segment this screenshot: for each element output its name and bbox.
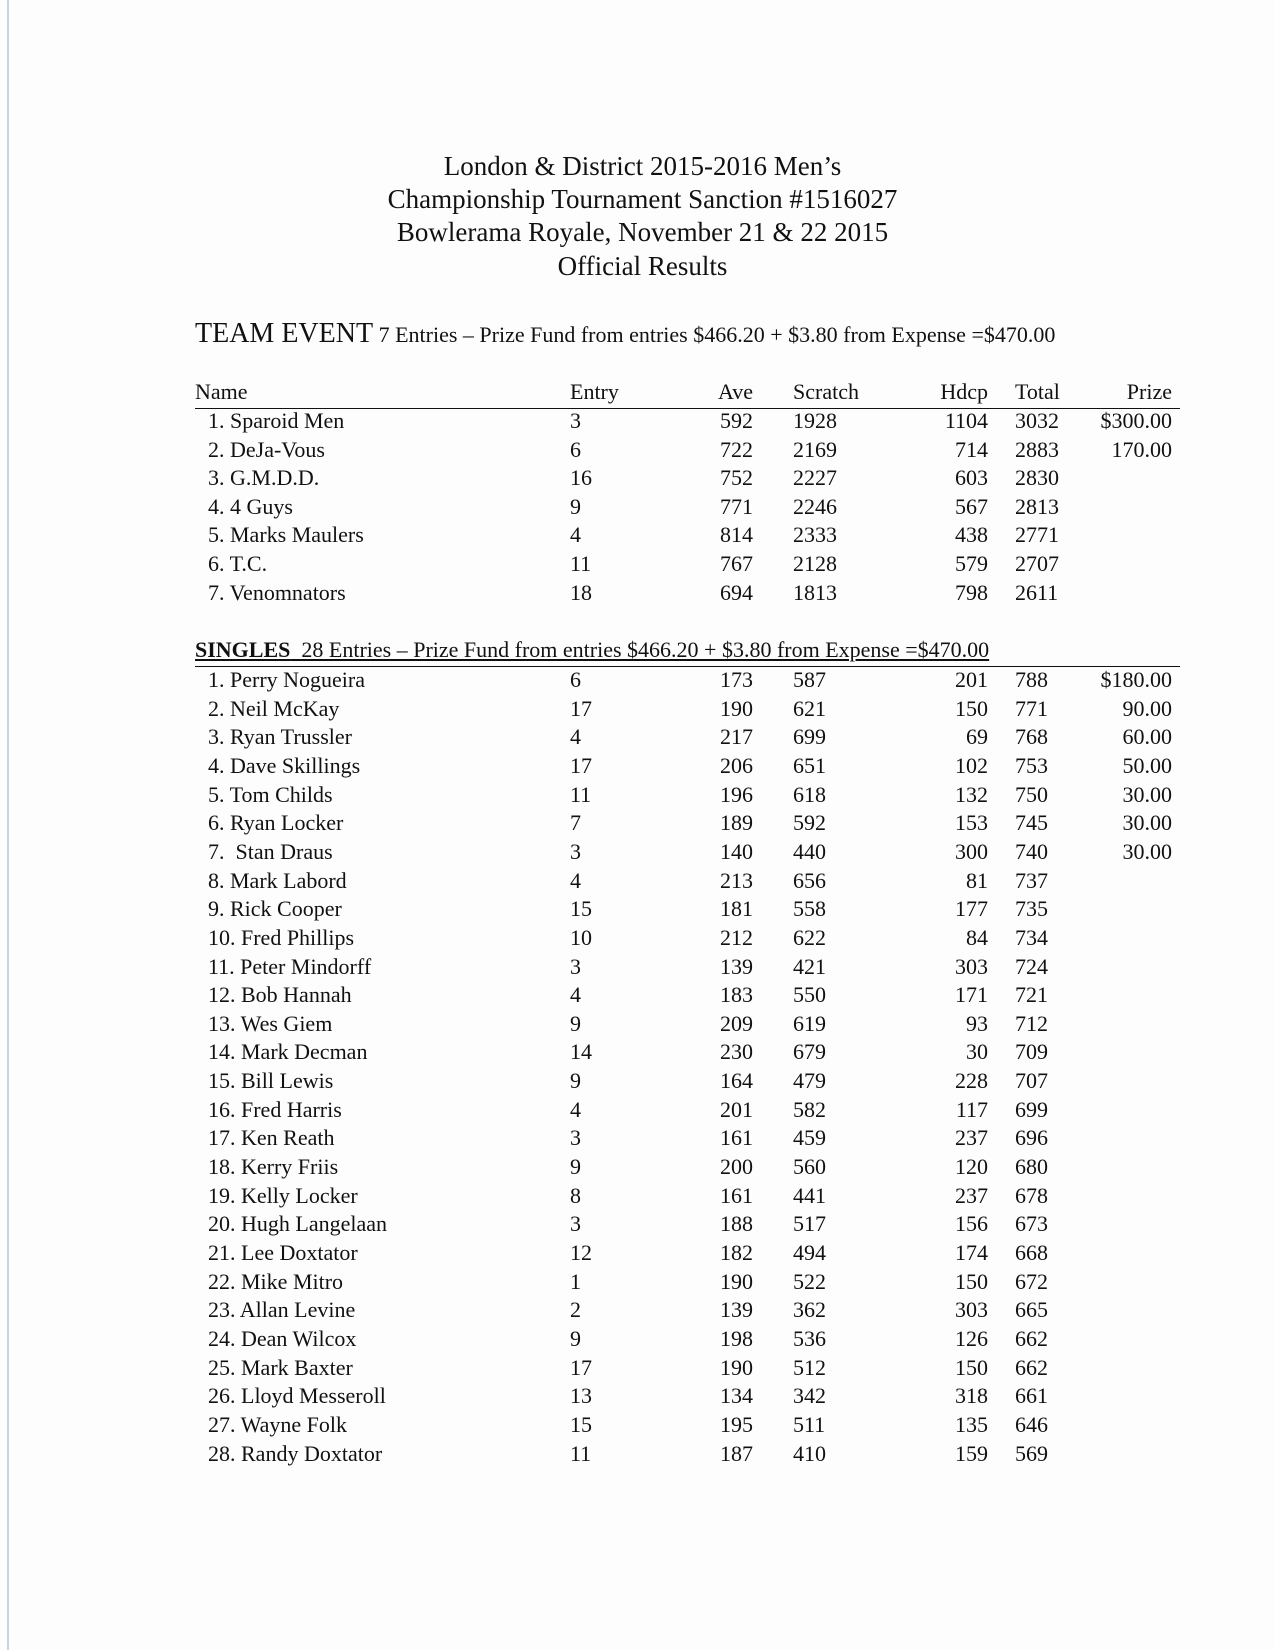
- singles-row: [195, 895, 1180, 923]
- singles-row: [195, 1153, 1180, 1181]
- team-table-header: [195, 378, 1180, 409]
- singles-total-cell: 665: [1015, 1297, 1048, 1323]
- singles-name-cell: 20. Hugh Langelaan: [208, 1211, 387, 1237]
- singles-row: [195, 1210, 1180, 1238]
- team-hdcp-cell: 603: [955, 465, 988, 491]
- team-row: [195, 579, 1180, 607]
- team-event-label: TEAM EVENT: [195, 318, 374, 349]
- team-name-cell: 6. T.C.: [208, 551, 268, 576]
- team-total-cell: 2611: [1015, 579, 1059, 605]
- singles-entry-cell: 9: [570, 1154, 581, 1180]
- singles-ave-cell: 183: [720, 982, 753, 1008]
- singles-row: [195, 953, 1180, 981]
- singles-hdcp-cell: 171: [955, 982, 988, 1008]
- singles-scratch-cell: 560: [793, 1154, 826, 1180]
- singles-row: [195, 1354, 1180, 1382]
- singles-ave-cell: 139: [720, 1297, 753, 1323]
- singles-name-cell: 11. Peter Mindorff: [208, 953, 372, 979]
- singles-hdcp-cell: 126: [955, 1325, 988, 1351]
- singles-total-cell: 712: [1015, 1010, 1048, 1036]
- singles-scratch-cell: 592: [793, 810, 826, 836]
- singles-row: [195, 1124, 1180, 1152]
- singles-ave-cell: 190: [720, 1354, 753, 1380]
- singles-name-cell: 2. Neil McKay: [208, 695, 340, 721]
- singles-row: [195, 809, 1180, 837]
- col-header-prize: Prize: [1126, 379, 1172, 404]
- singles-row: [195, 752, 1180, 780]
- singles-scratch-cell: 656: [793, 867, 826, 893]
- singles-hdcp-cell: 156: [955, 1211, 988, 1237]
- col-header-total: Total: [1015, 379, 1060, 404]
- singles-entry-cell: 4: [570, 1096, 581, 1122]
- singles-name-cell: 7. Stan Draus: [208, 838, 333, 864]
- title-line-3: Bowlerama Royale, November 21 & 22 2015: [396, 217, 889, 247]
- team-row: [195, 493, 1180, 521]
- singles-name-cell: 15. Bill Lewis: [208, 1068, 334, 1094]
- singles-hdcp-cell: 303: [955, 1297, 988, 1323]
- team-entry-cell: 16: [570, 465, 592, 491]
- singles-ave-cell: 201: [720, 1096, 753, 1122]
- team-scratch-cell: 2169: [793, 436, 837, 462]
- team-row: [195, 550, 1180, 578]
- singles-entry-cell: 4: [570, 982, 581, 1008]
- singles-scratch-cell: 618: [793, 781, 826, 807]
- team-event-heading: [195, 318, 1055, 350]
- team-entry-cell: 9: [570, 493, 581, 519]
- singles-entry-cell: 6: [570, 667, 581, 692]
- singles-hdcp-cell: 303: [955, 953, 988, 979]
- team-ave-cell: 752: [720, 465, 753, 491]
- singles-ave-cell: 190: [720, 1268, 753, 1294]
- singles-ave-cell: 134: [720, 1383, 753, 1409]
- team-ave-cell: 771: [720, 493, 753, 519]
- singles-total-cell: 668: [1015, 1240, 1048, 1265]
- singles-row: [195, 1010, 1180, 1038]
- team-total-cell: 2830: [1015, 465, 1059, 491]
- singles-name-cell: 4. Dave Skillings: [208, 752, 361, 778]
- singles-name-cell: 8. Mark Labord: [208, 867, 347, 893]
- singles-entry-cell: 10: [570, 924, 592, 950]
- singles-entry-cell: 9: [570, 1068, 581, 1094]
- team-name-cell: 4. 4 Guys: [208, 493, 293, 519]
- singles-row: [195, 981, 1180, 1009]
- singles-prize-cell: 30.00: [1122, 781, 1172, 807]
- singles-name-cell: 27. Wayne Folk: [208, 1411, 347, 1437]
- col-header-hdcp: Hdcp: [940, 379, 988, 404]
- singles-ave-cell: 181: [720, 896, 753, 922]
- singles-scratch-cell: 558: [793, 896, 826, 922]
- singles-name-cell: 28. Randy Doxtator: [208, 1440, 383, 1466]
- team-prize-cell: 170.00: [1111, 436, 1172, 462]
- singles-scratch-cell: 512: [793, 1354, 826, 1380]
- singles-hdcp-cell: 237: [955, 1182, 988, 1208]
- singles-total-cell: 673: [1015, 1211, 1048, 1237]
- singles-ave-cell: 164: [720, 1068, 753, 1094]
- team-total-cell: 2813: [1015, 493, 1059, 519]
- team-total-cell: 2883: [1015, 436, 1059, 462]
- singles-entry-cell: 3: [570, 1125, 581, 1151]
- singles-total-cell: 661: [1015, 1383, 1048, 1409]
- singles-ave-cell: 196: [720, 781, 753, 807]
- singles-ave-cell: 198: [720, 1325, 753, 1351]
- singles-ave-cell: 200: [720, 1154, 753, 1180]
- singles-row: [195, 1440, 1180, 1468]
- singles-heading: [195, 636, 1180, 667]
- singles-row: [195, 1411, 1180, 1439]
- singles-ave-cell: 212: [720, 924, 753, 950]
- team-hdcp-cell: 579: [955, 551, 988, 576]
- singles-total-cell: 707: [1015, 1068, 1048, 1094]
- singles-entry-cell: 9: [570, 1010, 581, 1036]
- singles-ave-cell: 213: [720, 867, 753, 893]
- singles-scratch-cell: 479: [793, 1068, 826, 1094]
- singles-entry-cell: 17: [570, 695, 592, 721]
- singles-ave-cell: 189: [720, 810, 753, 836]
- singles-hdcp-cell: 69: [966, 724, 988, 750]
- singles-ave-cell: 161: [720, 1182, 753, 1208]
- singles-hdcp-cell: 150: [955, 695, 988, 721]
- team-total-cell: 2771: [1015, 522, 1059, 548]
- singles-scratch-cell: 362: [793, 1297, 826, 1323]
- singles-total-cell: 721: [1015, 982, 1048, 1008]
- singles-total-cell: 662: [1015, 1325, 1048, 1351]
- singles-hdcp-cell: 150: [955, 1268, 988, 1294]
- team-entry-cell: 18: [570, 579, 592, 605]
- singles-hdcp-cell: 102: [955, 752, 988, 778]
- singles-ave-cell: 140: [720, 838, 753, 864]
- singles-entry-cell: 4: [570, 724, 581, 750]
- singles-hdcp-cell: 201: [955, 667, 988, 692]
- singles-name-cell: 12. Bob Hannah: [208, 982, 352, 1008]
- singles-ave-cell: 230: [720, 1039, 753, 1065]
- singles-scratch-cell: 699: [793, 724, 826, 750]
- singles-prize-cell: $180.00: [1100, 667, 1172, 692]
- singles-scratch-cell: 342: [793, 1383, 826, 1409]
- singles-name-cell: 6. Ryan Locker: [208, 810, 344, 836]
- singles-hdcp-cell: 300: [955, 838, 988, 864]
- singles-total-cell: 753: [1015, 752, 1048, 778]
- team-hdcp-cell: 1104: [944, 408, 988, 433]
- team-hdcp-cell: 798: [955, 579, 988, 605]
- team-hdcp-cell: 714: [955, 436, 988, 462]
- team-name-cell: 2. DeJa-Vous: [208, 436, 325, 462]
- singles-hdcp-cell: 120: [955, 1154, 988, 1180]
- singles-total-cell: 745: [1015, 810, 1048, 836]
- singles-ave-cell: 188: [720, 1211, 753, 1237]
- singles-name-cell: 16. Fred Harris: [208, 1096, 342, 1122]
- team-name-cell: 3. G.M.D.D.: [208, 465, 320, 491]
- singles-entry-cell: 14: [570, 1039, 592, 1065]
- singles-hdcp-cell: 237: [955, 1125, 988, 1151]
- team-scratch-cell: 2227: [793, 465, 837, 491]
- singles-row: [195, 867, 1180, 895]
- col-header-scratch: Scratch: [793, 379, 859, 404]
- team-total-cell: 3032: [1015, 408, 1059, 433]
- singles-scratch-cell: 679: [793, 1039, 826, 1065]
- team-row: [195, 407, 1180, 435]
- singles-entry-cell: 15: [570, 896, 592, 922]
- singles-scratch-cell: 421: [793, 953, 826, 979]
- singles-total-cell: 678: [1015, 1182, 1048, 1208]
- singles-hdcp-cell: 174: [955, 1240, 988, 1265]
- singles-entry-cell: 17: [570, 752, 592, 778]
- singles-scratch-cell: 494: [793, 1240, 826, 1265]
- team-row: [195, 436, 1180, 464]
- singles-name-cell: 14. Mark Decman: [208, 1039, 368, 1065]
- singles-hdcp-cell: 177: [955, 896, 988, 922]
- singles-entry-cell: 3: [570, 838, 581, 864]
- singles-total-cell: 768: [1015, 724, 1048, 750]
- team-total-cell: 2707: [1015, 551, 1059, 576]
- col-header-ave: Ave: [717, 379, 753, 404]
- singles-entry-cell: 8: [570, 1182, 581, 1208]
- singles-hdcp-cell: 228: [955, 1068, 988, 1094]
- singles-total-cell: 699: [1015, 1096, 1048, 1122]
- singles-prize-cell: 50.00: [1122, 752, 1172, 778]
- singles-hdcp-cell: 117: [955, 1096, 988, 1122]
- singles-entry-cell: 1: [570, 1268, 581, 1294]
- team-name-cell: 1. Sparoid Men: [208, 408, 345, 433]
- title-line-4: Official Results: [557, 251, 728, 281]
- singles-scratch-cell: 536: [793, 1325, 826, 1351]
- singles-row: [195, 1268, 1180, 1296]
- team-ave-cell: 722: [720, 436, 753, 462]
- singles-entry-cell: 7: [570, 810, 581, 836]
- singles-name-cell: 1. Perry Nogueira: [208, 667, 366, 692]
- singles-row: [195, 695, 1180, 723]
- singles-row: [195, 1325, 1180, 1353]
- singles-row: [195, 723, 1180, 751]
- singles-name-cell: 13. Wes Giem: [208, 1010, 333, 1036]
- singles-entry-cell: 13: [570, 1383, 592, 1409]
- singles-name-cell: 24. Dean Wilcox: [208, 1325, 357, 1351]
- team-scratch-cell: 2246: [793, 493, 837, 519]
- singles-scratch-cell: 410: [793, 1440, 826, 1466]
- singles-name-cell: 26. Lloyd Messeroll: [208, 1383, 386, 1409]
- title-line-2: Championship Tournament Sanction #1516027: [387, 184, 898, 214]
- singles-hdcp-cell: 93: [966, 1010, 988, 1036]
- singles-entry-cell: 11: [570, 1440, 592, 1466]
- team-scratch-cell: 2128: [793, 551, 837, 576]
- singles-entry-cell: 2: [570, 1297, 581, 1323]
- singles-row: [195, 1096, 1180, 1124]
- singles-total-cell: 735: [1015, 896, 1048, 922]
- team-scratch-cell: 1928: [793, 408, 837, 433]
- singles-ave-cell: 206: [720, 752, 753, 778]
- singles-row: [195, 1382, 1180, 1410]
- singles-ave-cell: 195: [720, 1411, 753, 1437]
- singles-name-cell: 10. Fred Phillips: [208, 924, 355, 950]
- singles-scratch-cell: 621: [793, 695, 826, 721]
- singles-ave-cell: 187: [720, 1440, 753, 1466]
- singles-hdcp-cell: 132: [955, 781, 988, 807]
- singles-entry-cell: 4: [570, 867, 581, 893]
- singles-ave-cell: 217: [720, 724, 753, 750]
- team-name-cell: 5. Marks Maulers: [208, 522, 364, 548]
- col-header-name: Name: [195, 379, 248, 404]
- singles-total-cell: 569: [1015, 1440, 1048, 1466]
- singles-hdcp-cell: 84: [966, 924, 988, 950]
- singles-total-cell: 680: [1015, 1154, 1048, 1180]
- singles-row: [195, 1239, 1180, 1267]
- team-ave-cell: 592: [720, 408, 753, 433]
- singles-total-cell: 672: [1015, 1268, 1048, 1294]
- singles-entry-cell: 17: [570, 1354, 592, 1380]
- team-entry-cell: 4: [570, 522, 581, 548]
- singles-name-cell: 18. Kerry Friis: [208, 1154, 339, 1180]
- singles-hdcp-cell: 135: [955, 1411, 988, 1437]
- singles-prize-cell: 30.00: [1122, 838, 1172, 864]
- team-ave-cell: 814: [720, 522, 753, 548]
- singles-ave-cell: 173: [720, 667, 753, 692]
- team-scratch-cell: 1813: [793, 579, 837, 605]
- singles-ave-cell: 139: [720, 953, 753, 979]
- singles-ave-cell: 182: [720, 1240, 753, 1265]
- team-prize-cell: $300.00: [1100, 408, 1172, 433]
- singles-row: [195, 838, 1180, 866]
- singles-total-cell: 724: [1015, 953, 1048, 979]
- singles-prize-cell: 90.00: [1122, 695, 1172, 721]
- singles-ave-cell: 190: [720, 695, 753, 721]
- team-entry-cell: 11: [570, 551, 592, 576]
- team-ave-cell: 767: [720, 551, 753, 576]
- singles-label: SINGLES: [195, 637, 291, 662]
- singles-row: [195, 1038, 1180, 1066]
- team-event-summary: 7 Entries – Prize Fund from entries $466.20 + $3.80 from Expense =$470.00: [373, 322, 1056, 347]
- singles-row: [195, 1182, 1180, 1210]
- singles-scratch-cell: 517: [793, 1211, 826, 1237]
- team-entry-cell: 6: [570, 436, 581, 462]
- singles-name-cell: 5. Tom Childs: [208, 781, 333, 807]
- singles-total-cell: 740: [1015, 838, 1048, 864]
- singles-hdcp-cell: 159: [955, 1440, 988, 1466]
- col-header-entry: Entry: [570, 379, 619, 404]
- singles-name-cell: 23. Allan Levine: [208, 1297, 356, 1323]
- singles-scratch-cell: 582: [793, 1096, 826, 1122]
- singles-entry-cell: 9: [570, 1325, 581, 1351]
- singles-entry-cell: 3: [570, 1211, 581, 1237]
- singles-total-cell: 737: [1015, 867, 1048, 893]
- singles-summary: 28 Entries – Prize Fund from entries $466.20 + $3.80 from Expense =$470.00: [290, 637, 990, 662]
- singles-scratch-cell: 440: [793, 838, 826, 864]
- singles-name-cell: 19. Kelly Locker: [208, 1182, 358, 1208]
- singles-entry-cell: 11: [570, 781, 592, 807]
- team-entry-cell: 3: [570, 408, 581, 433]
- singles-scratch-cell: 511: [793, 1411, 826, 1437]
- singles-scratch-cell: 619: [793, 1010, 826, 1036]
- singles-row: [195, 666, 1180, 694]
- singles-row: [195, 1067, 1180, 1095]
- singles-hdcp-cell: 30: [966, 1039, 988, 1065]
- singles-scratch-cell: 522: [793, 1268, 826, 1294]
- team-hdcp-cell: 567: [955, 493, 988, 519]
- singles-scratch-cell: 459: [793, 1125, 826, 1151]
- singles-total-cell: 750: [1015, 781, 1048, 807]
- singles-scratch-cell: 651: [793, 752, 826, 778]
- singles-hdcp-cell: 81: [966, 867, 988, 893]
- singles-scratch-cell: 550: [793, 982, 826, 1008]
- singles-hdcp-cell: 318: [955, 1383, 988, 1409]
- singles-name-cell: 9. Rick Cooper: [208, 896, 342, 922]
- singles-row: [195, 924, 1180, 952]
- singles-name-cell: 17. Ken Reath: [208, 1125, 335, 1151]
- singles-prize-cell: 60.00: [1122, 724, 1172, 750]
- team-row: [195, 464, 1180, 492]
- team-hdcp-cell: 438: [955, 522, 988, 548]
- singles-total-cell: 646: [1015, 1411, 1048, 1437]
- singles-prize-cell: 30.00: [1122, 810, 1172, 836]
- singles-scratch-cell: 441: [793, 1182, 826, 1208]
- singles-name-cell: 21. Lee Doxtator: [208, 1240, 358, 1265]
- team-row: [195, 521, 1180, 549]
- singles-entry-cell: 15: [570, 1411, 592, 1437]
- singles-total-cell: 662: [1015, 1354, 1048, 1380]
- singles-scratch-cell: 622: [793, 924, 826, 950]
- singles-entry-cell: 3: [570, 953, 581, 979]
- singles-entry-cell: 12: [570, 1240, 592, 1265]
- singles-total-cell: 696: [1015, 1125, 1048, 1151]
- singles-scratch-cell: 587: [793, 667, 826, 692]
- singles-total-cell: 771: [1015, 695, 1048, 721]
- singles-total-cell: 709: [1015, 1039, 1048, 1065]
- singles-ave-cell: 161: [720, 1125, 753, 1151]
- singles-row: [195, 781, 1180, 809]
- team-scratch-cell: 2333: [793, 522, 837, 548]
- singles-total-cell: 734: [1015, 924, 1048, 950]
- singles-row: [195, 1296, 1180, 1324]
- singles-total-cell: 788: [1015, 667, 1048, 692]
- singles-hdcp-cell: 153: [955, 810, 988, 836]
- singles-name-cell: 25. Mark Baxter: [208, 1354, 353, 1380]
- singles-name-cell: 3. Ryan Trussler: [208, 724, 352, 750]
- singles-hdcp-cell: 150: [955, 1354, 988, 1380]
- team-ave-cell: 694: [720, 579, 753, 605]
- singles-name-cell: 22. Mike Mitro: [208, 1268, 344, 1294]
- team-name-cell: 7. Venomnators: [208, 579, 346, 605]
- title-line-1: London & District 2015-2016 Men’s: [443, 151, 842, 181]
- singles-ave-cell: 209: [720, 1010, 753, 1036]
